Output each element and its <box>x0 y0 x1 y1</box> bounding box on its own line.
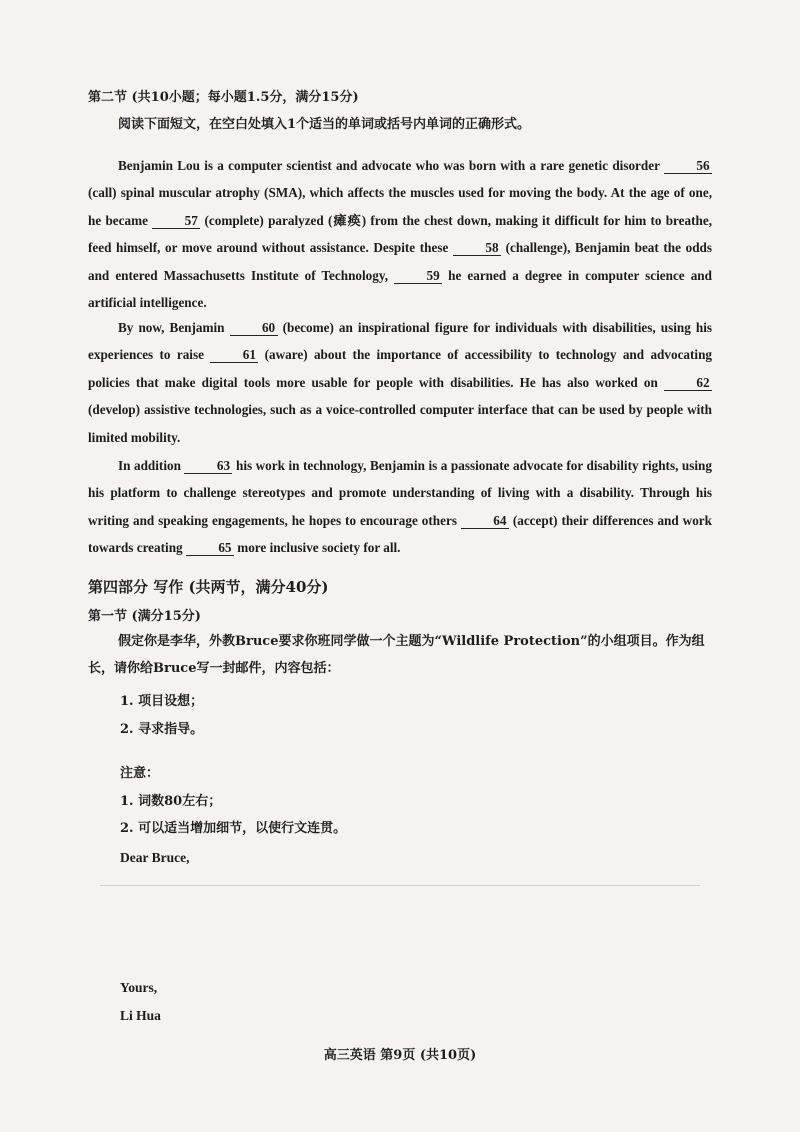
passage-text: (accept) their differences and work towards creating <box>88 512 712 556</box>
passage-text: (challenge), Benjamin beat the odds and entered Massachusetts Institute of Technology, <box>88 240 712 283</box>
task-item: 2. 寻求指导。 <box>120 722 204 737</box>
blank-56: 56 <box>664 158 712 174</box>
passage-text: more inclusive society for all. <box>233 540 401 556</box>
notes-title: 注意： <box>120 766 160 781</box>
section-instruction: 阅读下面短文，在空白处填入1个适当的单词或括号内单词的正确形式。 <box>118 117 531 132</box>
passage-text: he earned a degree in computer science and artificial intelligence. <box>88 267 712 311</box>
writing-task: 假定你是李华，外教Bruce要求你班同学做一个主题为“Wildlife Protection”的小组项目。作为组长，请你给Bruce写一封邮件，内容包括： <box>88 634 705 676</box>
passage-text: By now, Benjamin <box>118 320 230 335</box>
blank-58: 58 <box>453 240 501 256</box>
task-item: 1. 项目设想； <box>120 694 204 709</box>
writing-section-heading: 第一节 (满分15分) <box>88 609 201 624</box>
passage-paragraph-1 <box>88 152 712 316</box>
passage-paragraph-2 <box>88 314 712 451</box>
blank-57: 57 <box>152 213 200 229</box>
letter-signature: Li Hua <box>120 1008 161 1023</box>
note-item: 1. 词数80左右； <box>120 794 222 809</box>
passage-text: (aware) about the importance of accessibility to technology and advocating policies that make digital tools more usable for people with disabilities. He has also worked on <box>88 347 712 390</box>
passage-text: (become) an inspirational figure for individuals with disabilities, using his experiences to raise <box>88 320 712 363</box>
note-item: 2. 可以适当增加细节，以使行文连贯。 <box>120 821 347 836</box>
letter-closing: Yours, <box>120 980 158 995</box>
passage-text: (complete) paralyzed (瘫痪) from the chest down, making it difficult for him to breathe, feed himself, or move around without assistance. Despite these <box>88 212 712 256</box>
part4-heading: 第四部分 写作 (共两节，满分40分) <box>88 578 329 596</box>
blank-64: 64 <box>461 513 509 529</box>
passage-text: Benjamin Lou is a computer scientist and advocate who was born with a rare genetic disorder <box>118 158 664 173</box>
passage-text: (call) spinal muscular atrophy (SMA), which affects the muscles used for moving the body. At the age of one, he became <box>88 185 712 228</box>
page-footer: 高三英语 第9页 (共10页) <box>323 1048 477 1063</box>
section-heading: 第二节 (共10小题；每小题1.5分，满分15分) <box>88 90 359 105</box>
passage-text: In addition <box>118 458 185 473</box>
passage-text: his work in technology, Benjamin is a passionate advocate for disability rights, using his platform to challenge stereotypes and promote understanding of living with a disability. Through his writing and speaking engagements, he hopes to encourage others <box>88 458 712 528</box>
letter-greeting: Dear Bruce, <box>120 850 190 865</box>
blank-63: 63 <box>184 458 232 474</box>
blank-60: 60 <box>230 320 278 336</box>
blank-61: 61 <box>210 347 258 363</box>
blank-65: 65 <box>186 540 234 556</box>
passage-text: (develop) assistive technologies, such as a voice-controlled computer interface that can be used by people with limited mobility. <box>88 402 712 445</box>
blank-59: 59 <box>394 268 442 284</box>
writing-area-divider <box>100 885 700 886</box>
blank-62: 62 <box>664 375 712 391</box>
passage-paragraph-3 <box>88 452 712 562</box>
